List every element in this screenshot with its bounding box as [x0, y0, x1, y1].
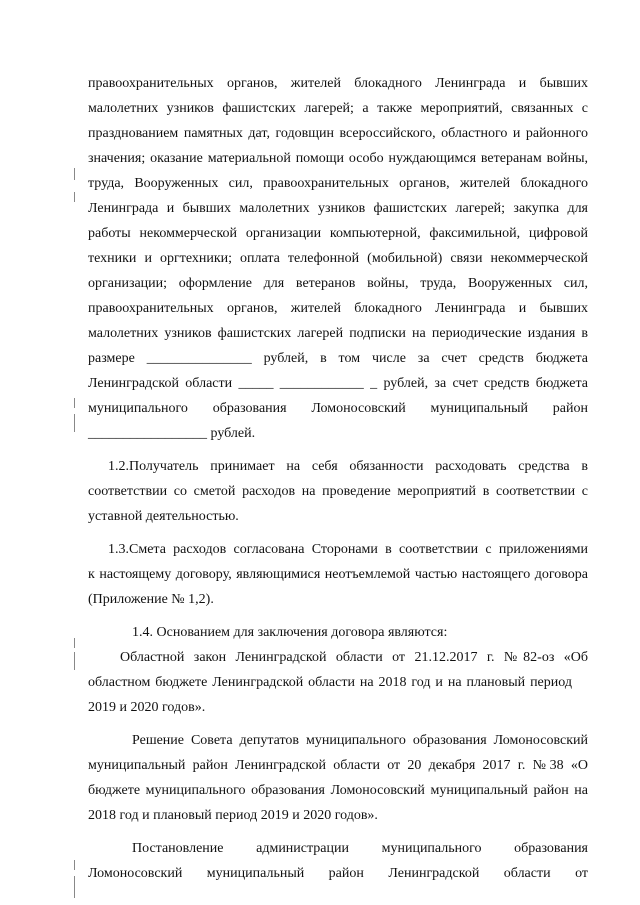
text-line: правоохранительных органов, жителей блокадного Ленинграда и бывших	[88, 76, 588, 91]
margin-mark	[74, 638, 75, 648]
basis-line: 2019 и 2020 годов».	[88, 700, 206, 715]
basis-line: бюджете муниципального образования Ломоносовский муниципальный район на	[88, 783, 588, 798]
margin-mark	[74, 876, 75, 898]
basis-line: муниципальный район Ленинградской области от 20 декабря 2017 г. №38 «О	[88, 758, 588, 773]
text-line: техники и оргтехники; оплата телефонной (мобильной) связи некоммерческой	[88, 251, 588, 266]
text-line: муниципального образования Ломоносовский муниципальный район	[88, 401, 588, 416]
basis-line: Постановление администрации муниципального образования	[132, 841, 588, 856]
paragraph-1-2-line: 1.2.Получатель принимает на себя обязанности расходовать средства в	[108, 459, 588, 474]
margin-mark	[74, 414, 75, 432]
margin-mark	[74, 860, 75, 870]
paragraph-1-2-line: соответствии со сметой расходов на проведение мероприятий в соответствии с	[88, 484, 588, 499]
margin-mark	[74, 398, 75, 408]
text-line: значения; оказание материальной помощи особо нуждающимся ветеранам войны,	[88, 151, 588, 166]
basis-line: Ломоносовский муниципальный район Ленинградской области от	[88, 866, 588, 881]
margin-mark	[74, 652, 75, 670]
text-line: правоохранительных органов, жителей блокадного Ленинграда и бывших	[88, 301, 588, 316]
margin-mark	[74, 168, 75, 180]
basis-line: 2018 год и плановый период 2019 и 2020 годов».	[88, 808, 378, 823]
paragraph-1-2-line: уставной деятельностью.	[88, 509, 239, 524]
margin-mark	[74, 192, 75, 202]
text-line: Ленинградской области _____ ____________ _ рублей, за счет средств бюджета	[88, 376, 588, 391]
text-line: организации; оформление для ветеранов войны, труда, Вооруженных сил,	[88, 276, 588, 291]
paragraph-1-4-heading: 1.4. Основанием для заключения договора являются:	[132, 625, 448, 640]
text-line: работы некоммерческой организации компьютерной, факсимильной, цифровой	[88, 226, 588, 241]
paragraph-1-3-line: к настоящему договору, являющимися неотъемлемой частью настоящего договора	[88, 567, 588, 582]
text-line: труда, Вооруженных сил, правоохранительных органов, жителей блокадного	[88, 176, 588, 191]
basis-line: Решение Совета депутатов муниципального образования Ломоносовский	[132, 733, 588, 748]
text-line: _________________ рублей.	[88, 426, 256, 441]
paragraph-1-3-line: 1.3.Смета расходов согласована Сторонами в соответствии с приложениями	[108, 542, 588, 557]
text-line: малолетних узников фашистских лагерей; а также мероприятий, связанных с	[88, 101, 588, 116]
text-line: размере _______________ рублей, в том числе за счет средств бюджета	[88, 351, 588, 366]
text-line: Ленинграда и бывших малолетних узников фашистских лагерей; закупка для	[88, 201, 588, 216]
basis-line: Областной закон Ленинградской области от 21.12.2017 г. №82-оз «Об	[120, 650, 588, 665]
text-line: празднованием памятных дат, годовщин всероссийского, областного и районного	[88, 126, 588, 141]
basis-line: областном бюджете Ленинградской области на 2018 год и на плановый период	[88, 675, 572, 690]
text-line: малолетних узников фашистских лагерей подписки на периодические издания в	[88, 326, 588, 341]
paragraph-1-3-line: (Приложение № 1,2).	[88, 592, 214, 607]
